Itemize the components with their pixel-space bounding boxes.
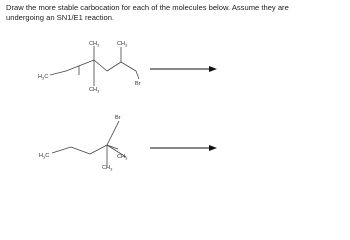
arrow-head <box>209 145 217 151</box>
bond <box>107 121 119 145</box>
bond <box>121 62 136 71</box>
bond <box>71 147 90 154</box>
methyl-label: $CH_3$ <box>117 41 128 48</box>
molecule-2 <box>39 115 128 172</box>
bond <box>136 71 139 79</box>
h3c-label: $H_3C$ <box>38 74 49 81</box>
methyl-label: $CH_3$ <box>117 154 128 161</box>
question-line-2: undergoing an SN1/E1 reaction. <box>6 13 115 22</box>
bond <box>66 60 94 71</box>
bond <box>52 147 71 153</box>
bromine-label: Br <box>135 81 141 87</box>
molecule-1 <box>38 41 141 94</box>
bond <box>107 62 121 71</box>
reaction-arrow-2 <box>150 145 217 151</box>
bond <box>90 145 107 154</box>
arrow-head <box>209 66 217 72</box>
h3c-label: $H_3C$ <box>39 153 50 160</box>
reaction-arrow-1 <box>150 66 217 72</box>
methyl-label: $CH_3$ <box>102 165 113 172</box>
methyl-label: $CH_3$ <box>89 41 100 48</box>
methyl-label: $CH_3$ <box>89 87 100 94</box>
bromine-label: Br <box>115 115 121 121</box>
question-line-1: Draw the more stable carbocation for each of the molecules below. Assume they are <box>6 3 289 12</box>
bond <box>94 60 107 71</box>
bond <box>50 71 66 75</box>
